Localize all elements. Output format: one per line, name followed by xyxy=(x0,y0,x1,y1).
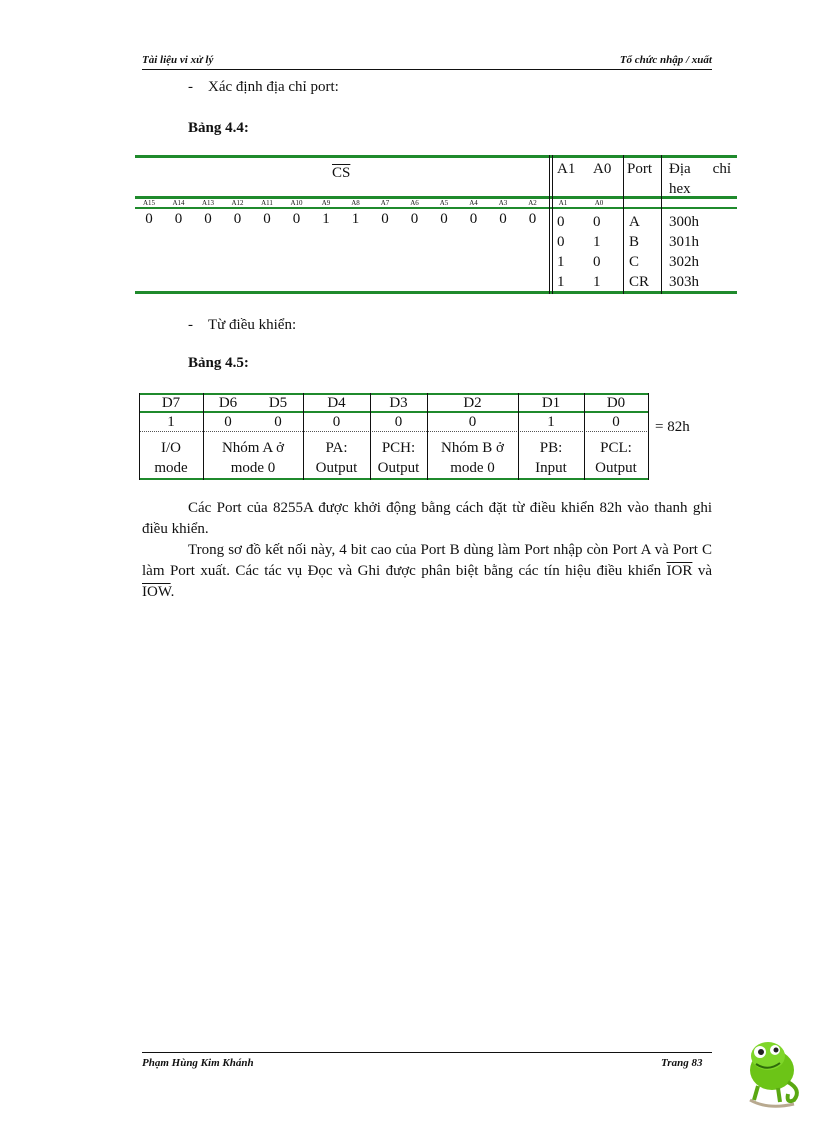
addr-bit-label: A11 xyxy=(261,199,273,207)
desc-d65-line1: Nhóm A ở xyxy=(221,440,285,456)
table-44-caption: Bảng 4.4: xyxy=(188,120,249,136)
ior-signal: $\overline{IOR}$ xyxy=(666,563,693,579)
addr-bit-label: A2 xyxy=(528,199,537,207)
val-d2: 0 xyxy=(468,414,477,430)
cs-bit-value: 1 xyxy=(322,211,330,227)
row-port-cell: CR xyxy=(629,274,650,290)
row-a1-cell: 1 xyxy=(557,254,565,270)
cs-bit-value: 0 xyxy=(263,211,271,227)
row-port-cell: A xyxy=(629,214,640,230)
val-d4: 0 xyxy=(332,414,341,430)
cs-label: $\overline{CS}$ xyxy=(332,165,351,181)
row-port-cell: B xyxy=(629,234,640,250)
col-addr-header: Địa chỉ hex xyxy=(669,161,731,197)
addr-bit-label: A6 xyxy=(410,199,419,207)
desc-d2-line1: Nhóm B ở xyxy=(441,440,504,456)
desc-d3-line1: PCH: xyxy=(381,440,416,456)
bullet-dash-1: - xyxy=(188,79,193,95)
desc-d0-line1: PCL: xyxy=(600,440,632,456)
header-rule xyxy=(142,69,712,70)
hdr-d1: D1 xyxy=(541,395,561,411)
row-a0-cell: 1 xyxy=(593,274,601,290)
table-45-caption: Bảng 4.5: xyxy=(188,355,249,371)
addr-bit-label: A3 xyxy=(498,199,508,207)
table-44-sub-rule xyxy=(135,207,737,209)
addr-bit-label: A13 xyxy=(201,199,215,207)
cs-bit-value: 0 xyxy=(381,211,389,227)
paragraph-2: Trong sơ đồ kết nối này, 4 bit cao của Port B dùng làm Port nhập còn Port A và Port C làm Port xuất. Các tác vụ Đọc và Ghi được phân biệt bằng các tín hiệu điều khiển $\overline{IOR}$ và $\overline{IOW}$. xyxy=(142,542,713,600)
row-hex-cell: 301h xyxy=(669,234,699,250)
val-d5: 0 xyxy=(274,414,282,430)
bullet-1-text: Xác định địa chỉ port: xyxy=(208,79,339,95)
header-left: Tài liệu vi xử lý xyxy=(142,54,214,66)
val-d7: 1 xyxy=(167,414,175,430)
desc-d4-line1: PA: xyxy=(325,440,348,456)
cs-bit-value: 0 xyxy=(410,211,419,227)
chameleon-mascot-icon xyxy=(738,1030,806,1112)
paragraph-1: Các Port của 8255A được khởi động bằng cách đặt từ điều khiển 82h vào thanh ghi điều khiển. xyxy=(142,500,712,537)
cs-bit-value: 0 xyxy=(469,211,478,227)
addr-bit-label: A9 xyxy=(321,199,331,207)
val-d1: 1 xyxy=(547,414,555,430)
bullet-dash-2: - xyxy=(188,317,193,333)
addr-bit-label: A12 xyxy=(231,199,244,207)
desc-d2-line2: mode 0 xyxy=(450,460,495,476)
cs-bit-value: 0 xyxy=(499,211,507,227)
hdr-d0: D0 xyxy=(606,395,626,411)
addr-bit-label: A15 xyxy=(142,199,156,207)
footer-left: Phạm Hùng Kim Khánh xyxy=(142,1057,254,1069)
table-44-top-rule xyxy=(135,155,737,158)
row-hex-cell: 302h xyxy=(669,254,699,270)
row-a1-cell: 1 xyxy=(557,274,565,290)
hdr-d7: D7 xyxy=(161,395,181,411)
addr-bit-label: A4 xyxy=(469,199,478,207)
addr-bit-label: A8 xyxy=(351,199,360,207)
val-d3: 0 xyxy=(394,414,403,430)
footer-right: Trang 83 xyxy=(661,1057,703,1069)
row-a0-cell: 0 xyxy=(593,254,601,270)
hdr-d2: D2 xyxy=(463,395,482,411)
footer-rule xyxy=(142,1052,712,1053)
desc-d4-line2: Output xyxy=(315,460,358,476)
control-word-result: = 82h xyxy=(655,419,690,435)
hdr-d5: D5 xyxy=(268,395,288,411)
hdr-d4: D4 xyxy=(327,395,346,411)
row-a1-cell: 0 xyxy=(557,234,565,250)
table-44 xyxy=(135,155,737,294)
iow-signal: $\overline{IOW}$ xyxy=(142,584,171,600)
desc-d7-line1: I/O xyxy=(161,440,181,456)
sub-a0: A0 xyxy=(594,199,604,207)
addr-bit-label: A14 xyxy=(172,199,185,207)
val-d6: 0 xyxy=(224,414,232,430)
cs-bit-value: 0 xyxy=(440,211,448,227)
col-a1-header: A1 xyxy=(557,161,576,177)
row-hex-cell: 303h xyxy=(669,274,699,290)
row-a0-cell: 0 xyxy=(593,214,601,230)
cs-bit-value: 0 xyxy=(204,211,212,227)
sub-a1: A1 xyxy=(558,199,568,207)
desc-d3-line2: Output xyxy=(377,460,420,476)
bullet-2-text: Từ điều khiển: xyxy=(208,317,297,333)
cs-bit-value: 0 xyxy=(145,211,153,227)
desc-d1-line2: Input xyxy=(535,460,567,476)
desc-d7-line2: mode xyxy=(154,460,188,476)
desc-d1-line1: PB: xyxy=(539,440,563,456)
cs-bit-value: 0 xyxy=(292,211,301,227)
cs-bit-value: 0 xyxy=(528,211,537,227)
desc-d0-line2: Output xyxy=(595,460,637,476)
row-a1-cell: 0 xyxy=(557,214,565,230)
addr-bit-label: A10 xyxy=(290,199,303,207)
row-hex-cell: 300h xyxy=(669,214,699,230)
addr-bit-label: A5 xyxy=(439,199,449,207)
cs-bit-value: 0 xyxy=(174,211,183,227)
col-port-header: Port xyxy=(627,161,653,177)
cs-bit-value: 0 xyxy=(233,211,242,227)
hdr-d3: D3 xyxy=(389,395,408,411)
val-d0: 0 xyxy=(612,414,620,430)
row-a0-cell: 1 xyxy=(593,234,601,250)
cs-bit-value: 1 xyxy=(351,211,360,227)
col-a0-header: A0 xyxy=(593,161,612,177)
desc-d65-line2: mode 0 xyxy=(230,460,276,476)
header-right: Tổ chức nhập / xuất xyxy=(619,54,712,66)
row-port-cell: C xyxy=(629,254,640,270)
table-45 xyxy=(139,393,649,480)
addr-bit-label: A7 xyxy=(380,199,390,207)
hdr-d6: D6 xyxy=(218,395,238,411)
